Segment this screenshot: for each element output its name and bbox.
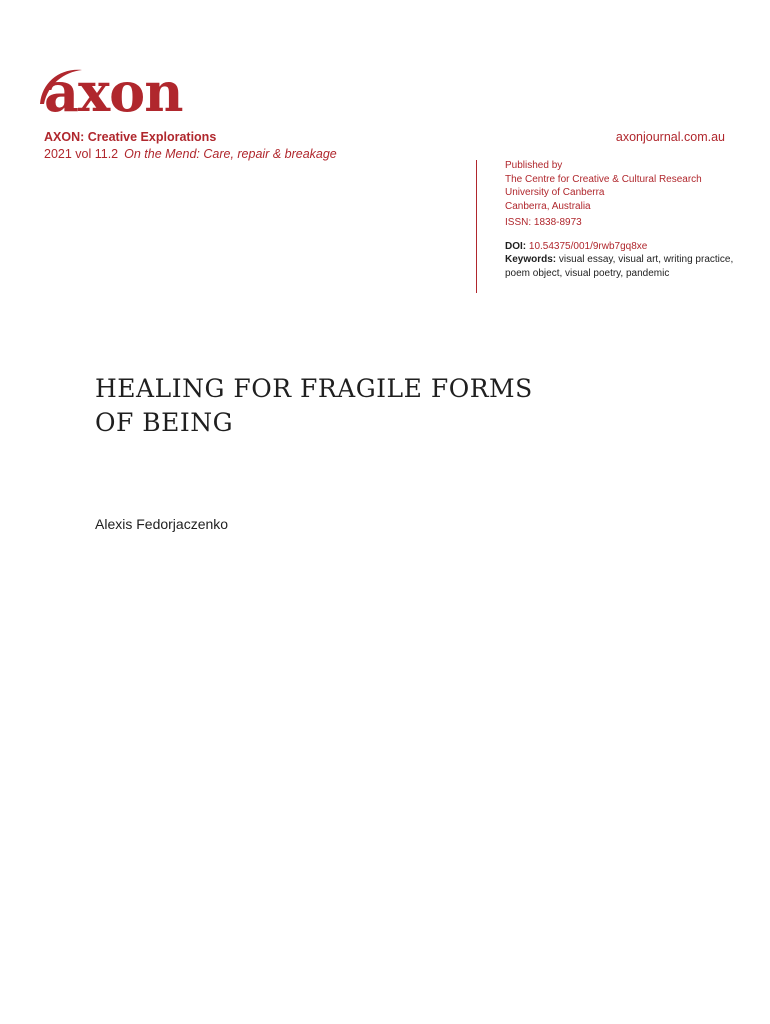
author-name: Alexis Fedorjaczenko: [95, 516, 229, 532]
issue-number: 2021 vol 11.2: [44, 147, 119, 161]
logo-wordmark: axon: [44, 60, 183, 124]
publisher-name: The Centre for Creative & Cultural Research: [505, 173, 702, 185]
axon-logo: [34, 60, 214, 128]
published-by-label: Published by: [505, 160, 563, 171]
title-line-1: HEALING FOR FRAGILE FORMS: [95, 374, 533, 403]
keywords-row: [505, 253, 735, 280]
article-title: [95, 372, 615, 440]
doi-row: [505, 240, 735, 254]
keywords-label: Keywords:: [505, 254, 557, 265]
doi-label: DOI:: [505, 240, 527, 252]
issn-number: ISSN: 1838-8973: [505, 217, 582, 228]
publication-meta: [505, 159, 735, 280]
publisher-location: Canberra, Australia: [505, 200, 591, 212]
vertical-divider: [476, 160, 477, 293]
keywords-list: visual essay, visual art, writing practice, poem object, visual poetry, pandemic: [505, 254, 734, 279]
journal-url-link[interactable]: axonjournal.com.au: [615, 130, 725, 144]
title-line-2: OF BEING: [95, 408, 234, 437]
journal-name: AXON: Creative Explorations: [44, 130, 217, 144]
issue-theme: On the Mend: Care, repair & breakage: [124, 147, 337, 161]
issue-line: [44, 147, 337, 161]
university-name: University of Canberra: [505, 187, 605, 198]
doi-link[interactable]: 10.54375/001/9rwb7gq8xe: [528, 240, 648, 252]
